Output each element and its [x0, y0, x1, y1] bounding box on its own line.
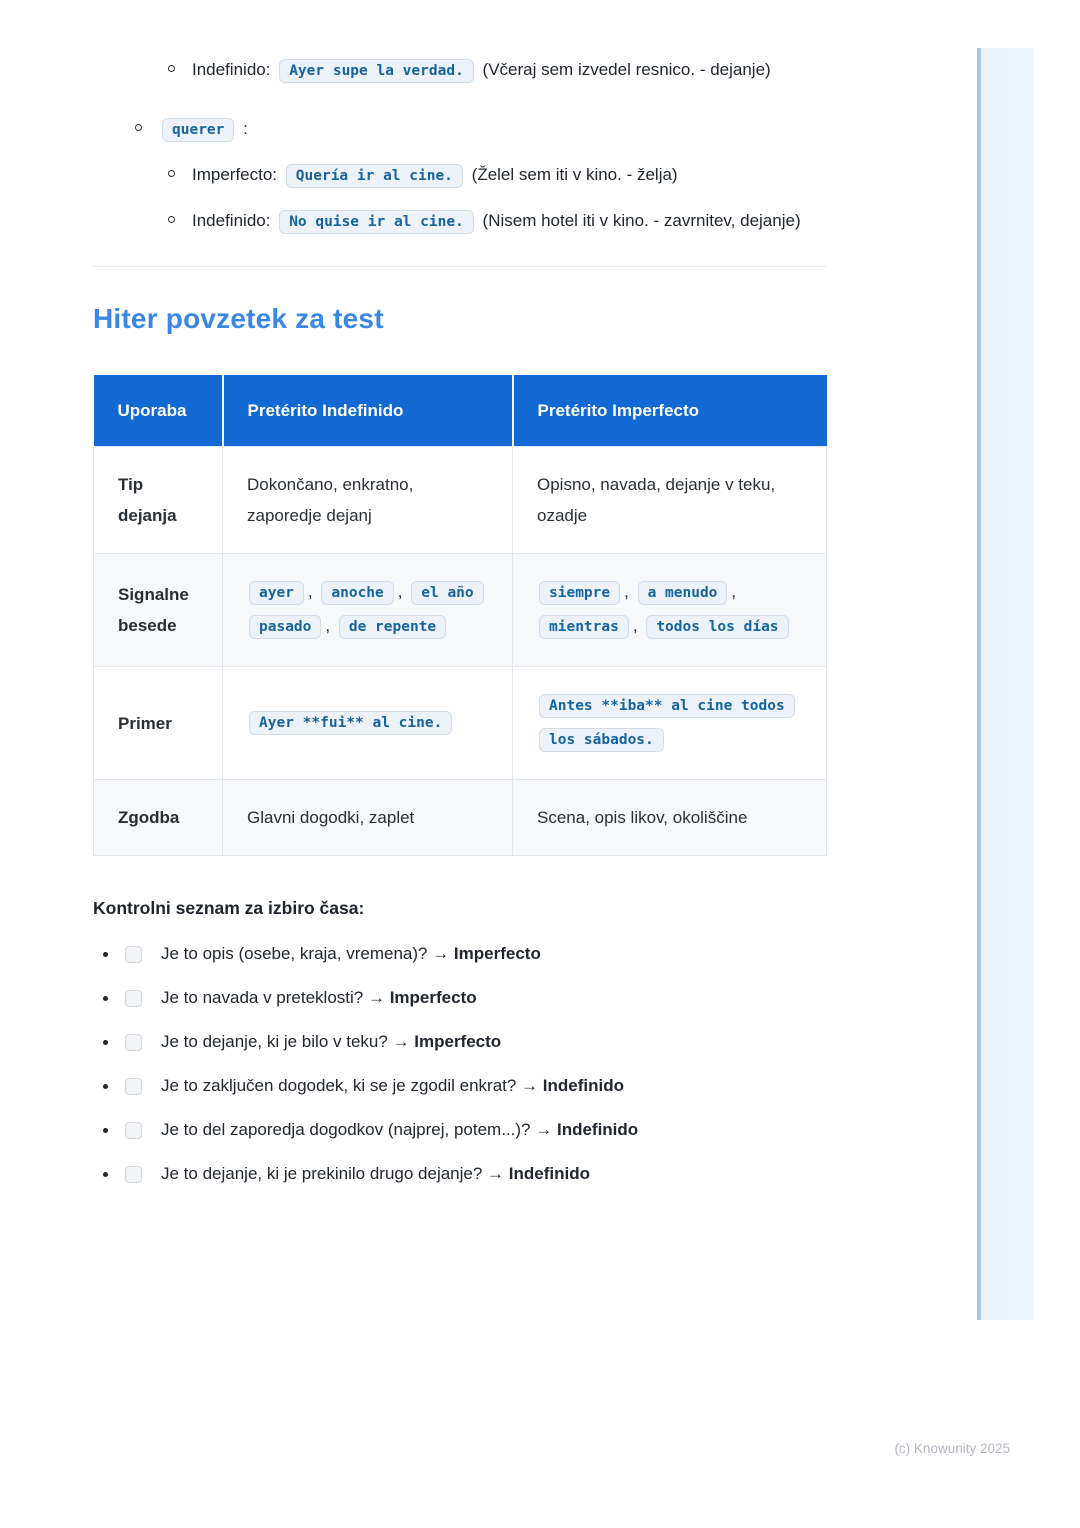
note-translation: (Nisem hotel iti v kino. - zavrnitev, dejanje): [482, 211, 801, 230]
note-item-querer: [93, 113, 826, 146]
bullet-icon: [103, 1128, 108, 1133]
checklist-item: [93, 987, 826, 1009]
checklist-item: [93, 1163, 826, 1185]
checklist-item: [93, 1031, 826, 1053]
section-divider: [93, 266, 826, 267]
answer-text: Indefinido: [542, 1076, 624, 1095]
question-text: Je to navada v preteklosti? →: [161, 988, 385, 1007]
checkbox[interactable]: [125, 1034, 142, 1051]
checklist-text: [161, 944, 541, 964]
checklist-text: [161, 1164, 590, 1184]
column-header-imperfecto: Pretérito Imperfecto: [513, 375, 827, 447]
answer-text: Indefinido: [556, 1120, 639, 1139]
inline-code-chip: Ayer supe la verdad.: [279, 59, 474, 83]
inline-code-chip: ayer: [249, 581, 304, 605]
circle-bullet-icon: [168, 216, 175, 223]
column-header-indefinido: Pretérito Indefinido: [223, 375, 513, 447]
bullet-icon: [103, 996, 108, 1001]
table-cell: Opisno, navada, dejanje v teku, ozadje: [513, 447, 827, 554]
summary-table: [93, 375, 827, 856]
table-cell: [513, 554, 827, 667]
checklist-text: [161, 1032, 501, 1052]
question-text: Je to opis (osebe, kraja, vremena)? →: [161, 944, 450, 963]
inline-code-chip: de repente: [339, 615, 446, 639]
inline-code-chip: a menudo: [638, 581, 728, 605]
checklist-text: [161, 1120, 638, 1140]
note-item-querer-imperfecto: [93, 159, 826, 192]
document-page: [93, 0, 826, 1207]
answer-text: Imperfecto: [389, 988, 477, 1007]
table-cell: [223, 554, 513, 667]
row-label: Signalne besede: [94, 554, 223, 667]
question-text: Je to zaključen dogodek, ki se je zgodil enkrat? →: [161, 1076, 539, 1095]
chip-separator: ,: [632, 616, 638, 635]
table-header-row: [94, 375, 827, 447]
inline-code-chip: Ayer **fui** al cine.: [249, 711, 452, 735]
row-label: Tip dejanja: [94, 447, 223, 554]
circle-bullet-icon: [168, 170, 175, 177]
checklist-item: [93, 943, 826, 965]
inline-code-chip: siempre: [539, 581, 620, 605]
right-margin-bar: [977, 48, 1034, 1320]
section-heading: Hiter povzetek za test: [93, 303, 384, 334]
checklist-text: [161, 988, 477, 1008]
question-text: Je to dejanje, ki je bilo v teku? →: [161, 1032, 410, 1051]
bullet-icon: [103, 952, 108, 957]
table-cell: Scena, opis likov, okoliščine: [513, 780, 827, 856]
table-cell: Glavni dogodki, zaplet: [223, 780, 513, 856]
answer-text: Indefinido: [508, 1164, 590, 1183]
note-item-saber-indefinido: [93, 54, 826, 87]
bullet-icon: [103, 1084, 108, 1089]
chip-separator: ,: [307, 582, 313, 601]
checklist-text: [161, 1076, 624, 1096]
checkbox[interactable]: [125, 1166, 142, 1183]
column-header-uporaba: Uporaba: [94, 375, 223, 447]
footer-copyright: (c) Knowunity 2025: [894, 1441, 1010, 1456]
answer-text: Imperfecto: [453, 944, 541, 963]
answer-text: Imperfecto: [414, 1032, 502, 1051]
checkbox[interactable]: [125, 990, 142, 1007]
table-cell: [223, 667, 513, 780]
note-item-querer-indefinido: [93, 205, 826, 238]
checklist-item: [93, 1075, 826, 1097]
table-row: [94, 667, 827, 780]
inline-code-chip: Antes **iba** al cine todos los sábados.: [539, 694, 795, 752]
chip-separator: ,: [325, 616, 331, 635]
chip-separator: ,: [397, 582, 403, 601]
checklist-item: [93, 1119, 826, 1141]
circle-bullet-icon: [135, 124, 142, 131]
bullet-icon: [103, 1040, 108, 1045]
bullet-icon: [103, 1172, 108, 1177]
question-text: Je to del zaporedja dogodkov (najprej, potem...)? →: [161, 1120, 553, 1139]
inline-code-chip: Quería ir al cine.: [286, 164, 463, 188]
row-label: Zgodba: [94, 780, 223, 856]
note-translation: (Želel sem iti v kino. - želja): [471, 165, 678, 184]
table-row: [94, 554, 827, 667]
note-translation: (Včeraj sem izvedel resnico. - dejanje): [482, 60, 771, 79]
checkbox[interactable]: [125, 1078, 142, 1095]
question-text: Je to dejanje, ki je prekinilo drugo dejanje? →: [161, 1164, 505, 1183]
table-cell: Dokončano, enkratno, zaporedje dejanj: [223, 447, 513, 554]
note-list: [93, 0, 826, 238]
checkbox[interactable]: [125, 946, 142, 963]
note-colon: :: [243, 119, 248, 138]
inline-code-chip: anoche: [321, 581, 393, 605]
note-label: Imperfecto:: [192, 165, 278, 184]
row-label: Primer: [94, 667, 223, 780]
table-cell: [513, 667, 827, 780]
table-row: [94, 780, 827, 856]
note-label: Indefinido:: [192, 211, 271, 230]
table-row: [94, 447, 827, 554]
checklist-heading: Kontrolni seznam za izbiro časa:: [93, 898, 365, 918]
checkbox[interactable]: [125, 1122, 142, 1139]
inline-code-chip: No quise ir al cine.: [279, 210, 474, 234]
note-label: Indefinido:: [192, 60, 271, 79]
inline-code-chip: el año pasado: [249, 581, 484, 639]
inline-code-chip: querer: [162, 118, 234, 142]
checklist: [93, 943, 826, 1185]
circle-bullet-icon: [168, 65, 175, 72]
inline-code-chip: todos los días: [646, 615, 788, 639]
chip-separator: ,: [624, 582, 629, 601]
inline-code-chip: mientras: [539, 615, 629, 639]
chip-separator: ,: [731, 582, 737, 601]
